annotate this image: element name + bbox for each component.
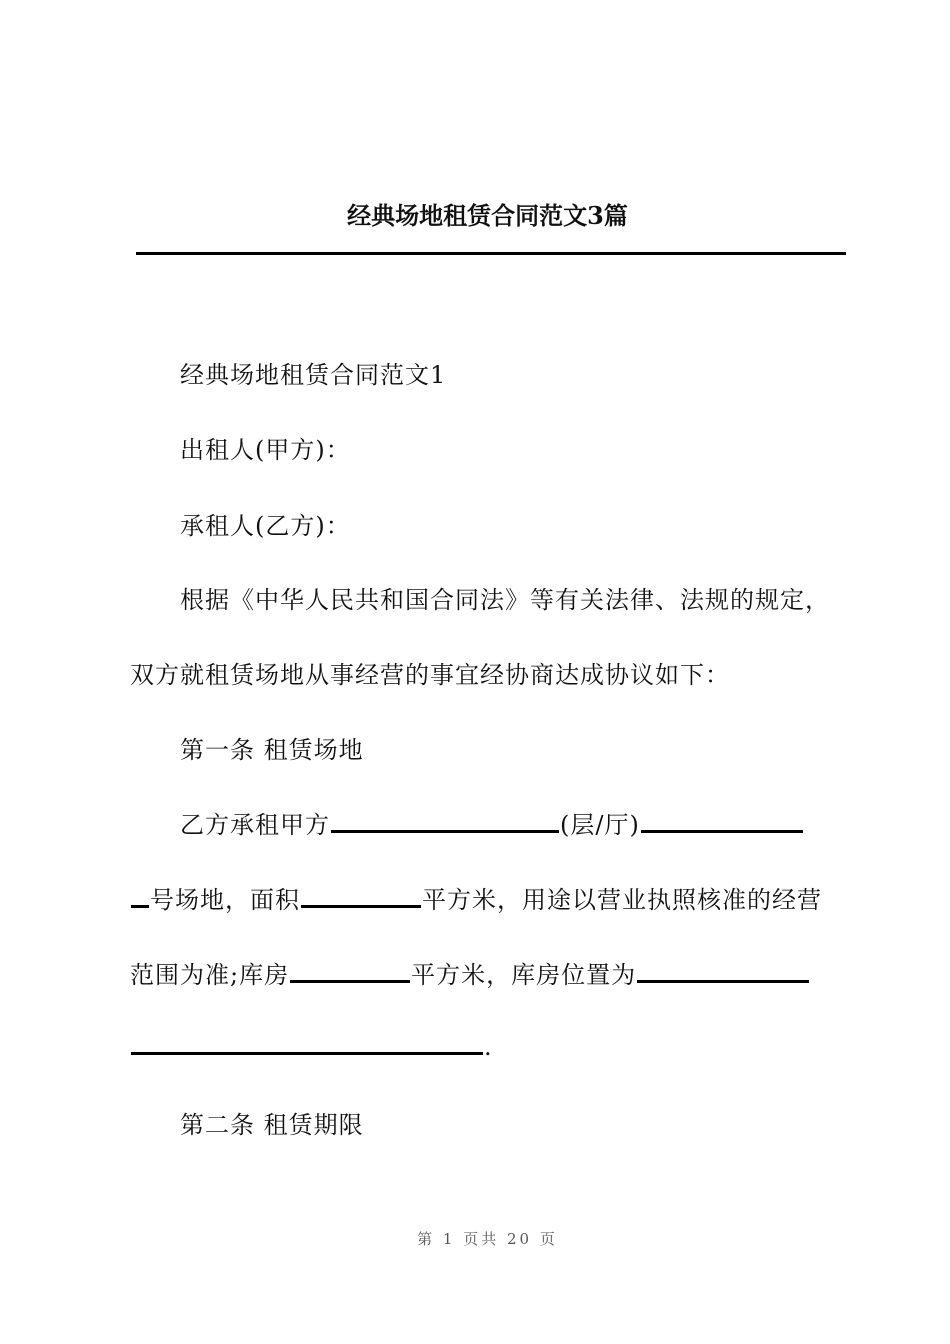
article-2-title: 第二条 租赁期限: [180, 1111, 364, 1139]
lessee-line: 承租人(乙方)：: [180, 512, 351, 540]
title-underline: [136, 252, 846, 255]
article-1-title: 第一条 租赁场地: [180, 736, 364, 764]
contract-heading-1: 经典场地租赁合同范文1: [180, 361, 447, 389]
fill-blank: [331, 808, 559, 833]
fill-blank: [301, 883, 421, 908]
text-segment: (层/厅): [560, 811, 640, 839]
fill-blank: [641, 808, 803, 833]
text-segment: 范围为准;库房: [130, 961, 290, 989]
fill-blank: [131, 1030, 483, 1055]
lessor-line: 出租人(甲方)：: [180, 436, 351, 464]
document-title: 经典场地租赁合同范文3篇: [347, 201, 628, 230]
article-1-line-3: [130, 955, 810, 990]
fill-blank: [290, 958, 410, 983]
page-footer: 第 1 页共 20 页: [417, 1230, 558, 1248]
article-1-line-4: [130, 1030, 493, 1061]
text-segment: 号场地，面积: [150, 886, 300, 914]
fill-blank: [637, 958, 809, 983]
text-segment: 乙方承租甲方: [180, 811, 330, 839]
text-segment: 平方米，库房位置为: [411, 961, 637, 989]
article-1-line-2: [130, 880, 822, 915]
text-segment: 平方米，用途以营业执照核准的经营: [422, 886, 822, 914]
text-segment: .: [484, 1033, 493, 1061]
preamble-line-1: 根据《中华人民共和国合同法》等有关法律、法规的规定，: [180, 586, 830, 614]
article-1-line-1: [180, 805, 804, 840]
fill-blank: [131, 883, 149, 908]
preamble-line-2: 双方就租赁场地从事经营的事宜经协商达成协议如下：: [130, 661, 730, 689]
